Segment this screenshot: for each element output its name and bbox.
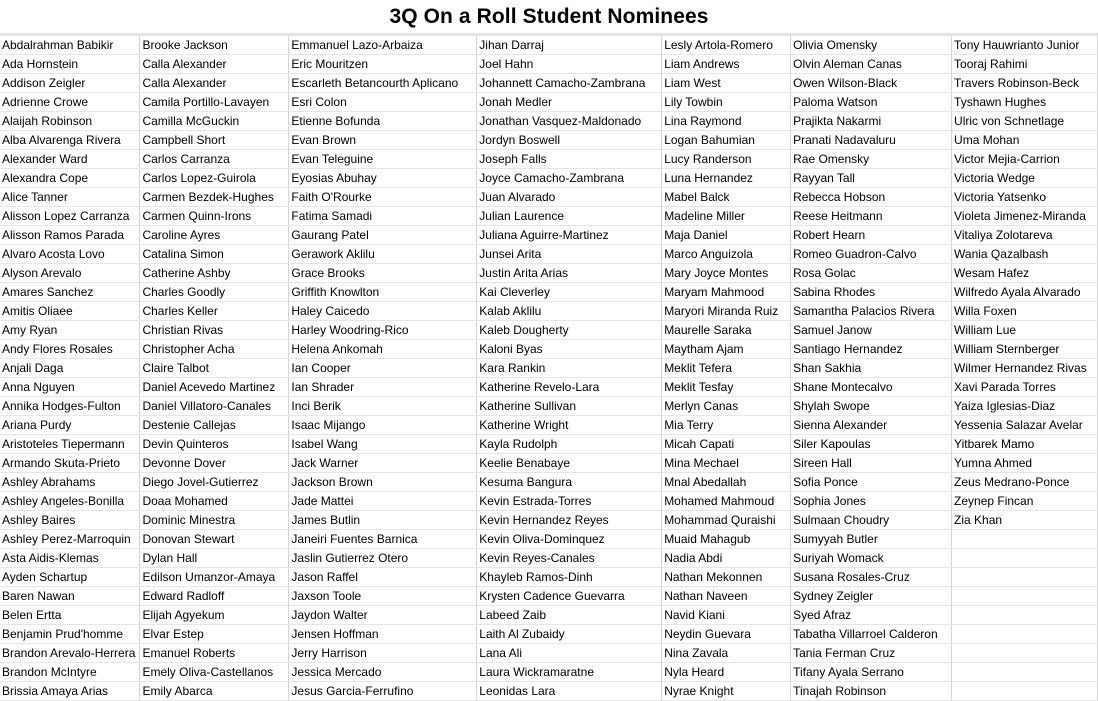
- name-cell[interactable]: Leonidas Lara: [477, 682, 662, 701]
- name-cell[interactable]: Jack Warner: [289, 454, 477, 473]
- name-cell[interactable]: Jessica Mercado: [289, 663, 477, 682]
- name-cell[interactable]: William Sternberger: [952, 340, 1098, 359]
- name-cell[interactable]: Juan Alvarado: [477, 188, 662, 207]
- name-cell[interactable]: Lana Ali: [477, 644, 662, 663]
- name-cell[interactable]: Carlos Lopez-Guirola: [140, 169, 289, 188]
- table-row: [0, 587, 1098, 606]
- name-cell[interactable]: [952, 606, 1098, 625]
- table-row: [0, 283, 1098, 302]
- table-row: [0, 663, 1098, 682]
- name-cell[interactable]: Esri Colon: [289, 93, 477, 112]
- name-cell[interactable]: Travers Robinson-Beck: [952, 74, 1098, 93]
- nominee-table-body: [0, 36, 1098, 701]
- name-cell[interactable]: Lily Towbin: [662, 93, 791, 112]
- name-cell[interactable]: Maja Daniel: [662, 226, 791, 245]
- name-cell[interactable]: Inci Berik: [289, 397, 477, 416]
- name-cell[interactable]: Kalab Aklilu: [477, 302, 662, 321]
- name-cell[interactable]: [952, 682, 1098, 701]
- name-cell[interactable]: Jackson Brown: [289, 473, 477, 492]
- name-cell[interactable]: Ashley Perez-Marroquin: [0, 530, 140, 549]
- name-cell[interactable]: William Lue: [952, 321, 1098, 340]
- name-cell[interactable]: Meklit Tefera: [662, 359, 791, 378]
- name-cell[interactable]: Jonah Medler: [477, 93, 662, 112]
- name-cell[interactable]: Alexander Ward: [0, 150, 140, 169]
- table-row: [0, 606, 1098, 625]
- name-cell[interactable]: Maryori Miranda Ruiz: [662, 302, 791, 321]
- name-cell[interactable]: Wesam Hafez: [952, 264, 1098, 283]
- name-cell[interactable]: Sienna Alexander: [791, 416, 952, 435]
- name-cell[interactable]: Annika Hodges-Fulton: [0, 397, 140, 416]
- name-cell[interactable]: Jade Mattei: [289, 492, 477, 511]
- name-cell[interactable]: Evan Teleguine: [289, 150, 477, 169]
- name-cell[interactable]: Jihan Darraj: [477, 36, 662, 55]
- name-cell[interactable]: Adrienne Crowe: [0, 93, 140, 112]
- name-cell[interactable]: Nyrae Knight: [662, 682, 791, 701]
- name-cell[interactable]: Juliana Aguirre-Martinez: [477, 226, 662, 245]
- page-title: 3Q On a Roll Student Nominees: [389, 4, 709, 28]
- name-cell[interactable]: Carlos Carranza: [140, 150, 289, 169]
- name-cell[interactable]: Yitbarek Mamo: [952, 435, 1098, 454]
- name-cell[interactable]: Paloma Watson: [791, 93, 952, 112]
- name-cell[interactable]: Etienne Bofunda: [289, 112, 477, 131]
- name-cell[interactable]: Yumna Ahmed: [952, 454, 1098, 473]
- name-cell[interactable]: Janeiri Fuentes Barnica: [289, 530, 477, 549]
- name-cell[interactable]: Tony Hauwrianto Junior: [952, 36, 1098, 55]
- name-cell[interactable]: Wilmer Hernandez Rivas: [952, 359, 1098, 378]
- table-row: [0, 549, 1098, 568]
- name-cell[interactable]: Nadia Abdi: [662, 549, 791, 568]
- name-cell[interactable]: Robert Hearn: [791, 226, 952, 245]
- name-cell[interactable]: Amy Ryan: [0, 321, 140, 340]
- name-cell[interactable]: Sumyyah Butler: [791, 530, 952, 549]
- name-cell[interactable]: Rebecca Hobson: [791, 188, 952, 207]
- name-cell[interactable]: [952, 587, 1098, 606]
- table-row: [0, 55, 1098, 74]
- table-row: [0, 435, 1098, 454]
- name-cell[interactable]: Vitaliya Zolotareva: [952, 226, 1098, 245]
- name-cell[interactable]: Isaac Mijango: [289, 416, 477, 435]
- name-cell[interactable]: Samantha Palacios Rivera: [791, 302, 952, 321]
- name-cell[interactable]: [952, 625, 1098, 644]
- name-cell[interactable]: Victoria Yatsenko: [952, 188, 1098, 207]
- name-cell[interactable]: Jonathan Vasquez-Maldonado: [477, 112, 662, 131]
- name-cell[interactable]: Kevin Reyes-Canales: [477, 549, 662, 568]
- name-cell[interactable]: Claire Talbot: [140, 359, 289, 378]
- name-cell[interactable]: Alisson Ramos Parada: [0, 226, 140, 245]
- name-cell[interactable]: Andy Flores Rosales: [0, 340, 140, 359]
- name-cell[interactable]: Zia Khan: [952, 511, 1098, 530]
- name-cell[interactable]: Victor Mejia-Carrion: [952, 150, 1098, 169]
- name-cell[interactable]: Calla Alexander: [140, 55, 289, 74]
- name-cell[interactable]: Ashley Baires: [0, 511, 140, 530]
- name-cell[interactable]: Khayleb Ramos-Dinh: [477, 568, 662, 587]
- name-cell[interactable]: Alba Alvarenga Rivera: [0, 131, 140, 150]
- name-cell[interactable]: Wania Qazalbash: [952, 245, 1098, 264]
- name-cell[interactable]: Nathan Mekonnen: [662, 568, 791, 587]
- name-cell[interactable]: Ada Hornstein: [0, 55, 140, 74]
- name-cell[interactable]: Alaijah Robinson: [0, 112, 140, 131]
- name-cell[interactable]: Prajikta Nakarmi: [791, 112, 952, 131]
- name-cell[interactable]: Marco Anguizola: [662, 245, 791, 264]
- name-cell[interactable]: Joseph Falls: [477, 150, 662, 169]
- name-cell[interactable]: Destenie Callejas: [140, 416, 289, 435]
- name-cell[interactable]: Brandon Arevalo-Herrera: [0, 644, 140, 663]
- name-cell[interactable]: Daniel Acevedo Martinez: [140, 378, 289, 397]
- name-cell[interactable]: Ashley Abrahams: [0, 473, 140, 492]
- table-row: [0, 530, 1098, 549]
- name-cell[interactable]: Eric Mouritzen: [289, 55, 477, 74]
- name-cell[interactable]: Haley Caicedo: [289, 302, 477, 321]
- table-row: [0, 207, 1098, 226]
- name-cell[interactable]: Siler Kapoulas: [791, 435, 952, 454]
- name-cell[interactable]: Sabina Rhodes: [791, 283, 952, 302]
- name-cell[interactable]: Edilson Umanzor-Amaya: [140, 568, 289, 587]
- name-cell[interactable]: [952, 530, 1098, 549]
- name-cell[interactable]: Carmen Bezdek-Hughes: [140, 188, 289, 207]
- name-cell[interactable]: [952, 663, 1098, 682]
- name-cell[interactable]: Micah Capati: [662, 435, 791, 454]
- title-row: [0, 0, 1098, 34]
- name-cell[interactable]: Mary Joyce Montes: [662, 264, 791, 283]
- name-cell[interactable]: Justin Arita Arias: [477, 264, 662, 283]
- nominee-table: [0, 36, 1098, 701]
- name-cell[interactable]: Keelie Benabaye: [477, 454, 662, 473]
- name-cell[interactable]: Kai Cleverley: [477, 283, 662, 302]
- name-cell[interactable]: Nyla Heard: [662, 663, 791, 682]
- name-cell[interactable]: Reese Heitmann: [791, 207, 952, 226]
- name-cell[interactable]: Ayden Schartup: [0, 568, 140, 587]
- name-cell[interactable]: Sophia Jones: [791, 492, 952, 511]
- name-cell[interactable]: Julian Laurence: [477, 207, 662, 226]
- name-cell[interactable]: Santiago Hernandez: [791, 340, 952, 359]
- table-row: [0, 568, 1098, 587]
- name-cell[interactable]: Logan Bahumian: [662, 131, 791, 150]
- name-cell[interactable]: Mia Terry: [662, 416, 791, 435]
- name-cell[interactable]: Armando Skuta-Prieto: [0, 454, 140, 473]
- name-cell[interactable]: Rayyan Tall: [791, 169, 952, 188]
- name-cell[interactable]: Wilfredo Ayala Alvarado: [952, 283, 1098, 302]
- table-row: [0, 473, 1098, 492]
- name-cell[interactable]: Olivia Omensky: [791, 36, 952, 55]
- name-cell[interactable]: Romeo Guadron-Calvo: [791, 245, 952, 264]
- name-cell[interactable]: Grace Brooks: [289, 264, 477, 283]
- name-cell[interactable]: Alvaro Acosta Lovo: [0, 245, 140, 264]
- name-cell[interactable]: Kesuma Bangura: [477, 473, 662, 492]
- name-cell[interactable]: Syed Afraz: [791, 606, 952, 625]
- table-row: [0, 150, 1098, 169]
- name-cell[interactable]: Eyosias Abuhay: [289, 169, 477, 188]
- table-row: [0, 416, 1098, 435]
- name-cell[interactable]: Amares Sanchez: [0, 283, 140, 302]
- name-cell[interactable]: Shane Montecalvo: [791, 378, 952, 397]
- table-row: [0, 169, 1098, 188]
- name-cell[interactable]: Kevin Estrada-Torres: [477, 492, 662, 511]
- name-cell[interactable]: Xavi Parada Torres: [952, 378, 1098, 397]
- name-cell[interactable]: Ashley Angeles-Bonilla: [0, 492, 140, 511]
- name-cell[interactable]: Mohamed Mahmoud: [662, 492, 791, 511]
- name-cell[interactable]: Kaleb Dougherty: [477, 321, 662, 340]
- name-cell[interactable]: Madeline Miller: [662, 207, 791, 226]
- name-cell[interactable]: Brooke Jackson: [140, 36, 289, 55]
- name-cell[interactable]: Emmanuel Lazo-Arbaiza: [289, 36, 477, 55]
- name-cell[interactable]: Pranati Nadavaluru: [791, 131, 952, 150]
- name-cell[interactable]: Camila Portillo-Lavayen: [140, 93, 289, 112]
- name-cell[interactable]: Elvar Estep: [140, 625, 289, 644]
- name-cell[interactable]: Katherine Sullivan: [477, 397, 662, 416]
- name-cell[interactable]: Lina Raymond: [662, 112, 791, 131]
- table-row: [0, 74, 1098, 93]
- name-cell[interactable]: Diego Jovel-Gutierrez: [140, 473, 289, 492]
- name-cell[interactable]: Brissia Amaya Arias: [0, 682, 140, 701]
- name-cell[interactable]: Laith Al Zubaidy: [477, 625, 662, 644]
- name-cell[interactable]: Jason Raffel: [289, 568, 477, 587]
- name-cell[interactable]: Sydney Zeigler: [791, 587, 952, 606]
- name-cell[interactable]: Devin Quinteros: [140, 435, 289, 454]
- name-cell[interactable]: Isabel Wang: [289, 435, 477, 454]
- name-cell[interactable]: Tifany Ayala Serrano: [791, 663, 952, 682]
- name-cell[interactable]: Doaa Mohamed: [140, 492, 289, 511]
- name-cell[interactable]: Camilla McGuckin: [140, 112, 289, 131]
- name-cell[interactable]: Rosa Golac: [791, 264, 952, 283]
- table-row: [0, 625, 1098, 644]
- name-cell[interactable]: Sofia Ponce: [791, 473, 952, 492]
- name-cell[interactable]: Asta Aidis-Klemas: [0, 549, 140, 568]
- table-row: [0, 36, 1098, 55]
- table-row: [0, 226, 1098, 245]
- name-cell[interactable]: Escarleth Betancourth Aplicano: [289, 74, 477, 93]
- name-cell[interactable]: Edward Radloff: [140, 587, 289, 606]
- name-cell[interactable]: Labeed Zaib: [477, 606, 662, 625]
- table-row: [0, 112, 1098, 131]
- table-row: [0, 321, 1098, 340]
- name-cell[interactable]: Helena Ankomah: [289, 340, 477, 359]
- name-cell[interactable]: Dylan Hall: [140, 549, 289, 568]
- table-row: [0, 378, 1098, 397]
- name-cell[interactable]: Joyce Camacho-Zambrana: [477, 169, 662, 188]
- table-row: [0, 511, 1098, 530]
- table-row: [0, 682, 1098, 701]
- name-cell[interactable]: Charles Keller: [140, 302, 289, 321]
- name-cell[interactable]: Catalina Simon: [140, 245, 289, 264]
- name-cell[interactable]: Tooraj Rahimi: [952, 55, 1098, 74]
- table-row: [0, 188, 1098, 207]
- table-row: [0, 245, 1098, 264]
- name-cell[interactable]: Liam West: [662, 74, 791, 93]
- name-cell[interactable]: Charles Goodly: [140, 283, 289, 302]
- name-cell[interactable]: Jensen Hoffman: [289, 625, 477, 644]
- name-cell[interactable]: Ian Cooper: [289, 359, 477, 378]
- name-cell[interactable]: Benjamin Prud'homme: [0, 625, 140, 644]
- name-cell[interactable]: Sulmaan Choudry: [791, 511, 952, 530]
- name-cell[interactable]: Jaslin Gutierrez Otero: [289, 549, 477, 568]
- name-cell[interactable]: Alexandra Cope: [0, 169, 140, 188]
- name-cell[interactable]: Shylah Swope: [791, 397, 952, 416]
- table-row: [0, 492, 1098, 511]
- name-cell[interactable]: Abdalrahman Babikir: [0, 36, 140, 55]
- name-cell[interactable]: Tabatha Villarroel Calderon: [791, 625, 952, 644]
- name-cell[interactable]: Griffith Knowlton: [289, 283, 477, 302]
- name-cell[interactable]: Donovan Stewart: [140, 530, 289, 549]
- name-cell[interactable]: Tinajah Robinson: [791, 682, 952, 701]
- name-cell[interactable]: Kaloni Byas: [477, 340, 662, 359]
- name-cell[interactable]: Ian Shrader: [289, 378, 477, 397]
- name-cell[interactable]: [952, 644, 1098, 663]
- name-cell[interactable]: Tania Ferman Cruz: [791, 644, 952, 663]
- name-cell[interactable]: Mnal Abedallah: [662, 473, 791, 492]
- name-cell[interactable]: Christopher Acha: [140, 340, 289, 359]
- name-cell[interactable]: Mabel Balck: [662, 188, 791, 207]
- name-cell[interactable]: Uma Mohan: [952, 131, 1098, 150]
- table-row: [0, 302, 1098, 321]
- name-cell[interactable]: Victoria Wedge: [952, 169, 1098, 188]
- name-cell[interactable]: James Butlin: [289, 511, 477, 530]
- name-cell[interactable]: Alisson Lopez Carranza: [0, 207, 140, 226]
- name-cell[interactable]: Sireen Hall: [791, 454, 952, 473]
- name-cell[interactable]: Maryam Mahmood: [662, 283, 791, 302]
- name-cell[interactable]: Gerawork Aklilu: [289, 245, 477, 264]
- table-row: [0, 454, 1098, 473]
- name-cell[interactable]: Tyshawn Hughes: [952, 93, 1098, 112]
- table-row: [0, 131, 1098, 150]
- name-cell[interactable]: Anna Nguyen: [0, 378, 140, 397]
- name-cell[interactable]: Olvin Aleman Canas: [791, 55, 952, 74]
- table-row: [0, 359, 1098, 378]
- name-cell[interactable]: Johannett Camacho-Zambrana: [477, 74, 662, 93]
- name-cell[interactable]: Suriyah Womack: [791, 549, 952, 568]
- name-cell[interactable]: Emily Abarca: [140, 682, 289, 701]
- name-cell[interactable]: Faith O'Rourke: [289, 188, 477, 207]
- name-cell[interactable]: Calla Alexander: [140, 74, 289, 93]
- name-cell[interactable]: Owen Wilson-Black: [791, 74, 952, 93]
- name-cell[interactable]: Carmen Quinn-Irons: [140, 207, 289, 226]
- name-cell[interactable]: Merlyn Canas: [662, 397, 791, 416]
- table-row: [0, 644, 1098, 663]
- name-cell[interactable]: Lucy Randerson: [662, 150, 791, 169]
- name-cell[interactable]: Ulric von Schnetlage: [952, 112, 1098, 131]
- name-cell[interactable]: Alice Tanner: [0, 188, 140, 207]
- name-cell[interactable]: Kayla Rudolph: [477, 435, 662, 454]
- name-cell[interactable]: Ariana Purdy: [0, 416, 140, 435]
- name-cell[interactable]: Joel Hahn: [477, 55, 662, 74]
- name-cell[interactable]: Neydin Guevara: [662, 625, 791, 644]
- name-cell[interactable]: Harley Woodring-Rico: [289, 321, 477, 340]
- name-cell[interactable]: Baren Nawan: [0, 587, 140, 606]
- name-cell[interactable]: Maytham Ajam: [662, 340, 791, 359]
- name-cell[interactable]: Elijah Agyekum: [140, 606, 289, 625]
- name-cell[interactable]: Mina Mechael: [662, 454, 791, 473]
- name-cell[interactable]: Jerry Harrison: [289, 644, 477, 663]
- name-cell[interactable]: Caroline Ayres: [140, 226, 289, 245]
- name-cell[interactable]: Zeus Medrano-Ponce: [952, 473, 1098, 492]
- name-cell[interactable]: Alyson Arevalo: [0, 264, 140, 283]
- name-cell[interactable]: Willa Foxen: [952, 302, 1098, 321]
- name-cell[interactable]: Meklit Tesfay: [662, 378, 791, 397]
- name-cell[interactable]: Shan Sakhia: [791, 359, 952, 378]
- name-cell[interactable]: Catherine Ashby: [140, 264, 289, 283]
- name-cell[interactable]: Krysten Cadence Guevarra: [477, 587, 662, 606]
- name-cell[interactable]: Zeynep Fincan: [952, 492, 1098, 511]
- name-cell[interactable]: Jaydon Walter: [289, 606, 477, 625]
- name-cell[interactable]: Fatima Samadi: [289, 207, 477, 226]
- name-cell[interactable]: Jesus Garcia-Ferrufino: [289, 682, 477, 701]
- table-row: [0, 264, 1098, 283]
- name-cell[interactable]: Evan Brown: [289, 131, 477, 150]
- name-cell[interactable]: Yessenia Salazar Avelar: [952, 416, 1098, 435]
- name-cell[interactable]: Kevin Hernandez Reyes: [477, 511, 662, 530]
- name-cell[interactable]: Rae Omensky: [791, 150, 952, 169]
- name-cell[interactable]: Kara Rankin: [477, 359, 662, 378]
- name-cell[interactable]: Jaxson Toole: [289, 587, 477, 606]
- name-cell[interactable]: Brandon McIntyre: [0, 663, 140, 682]
- name-cell[interactable]: Nathan Naveen: [662, 587, 791, 606]
- name-cell[interactable]: Amitis Oliaee: [0, 302, 140, 321]
- name-cell[interactable]: Maurelle Saraka: [662, 321, 791, 340]
- name-cell[interactable]: Junsei Arita: [477, 245, 662, 264]
- name-cell[interactable]: Dominic Minestra: [140, 511, 289, 530]
- name-cell[interactable]: [952, 568, 1098, 587]
- name-cell[interactable]: Gaurang Patel: [289, 226, 477, 245]
- name-cell[interactable]: Susana Rosales-Cruz: [791, 568, 952, 587]
- table-row: [0, 93, 1098, 112]
- name-cell[interactable]: Laura Wickramaratne: [477, 663, 662, 682]
- table-row: [0, 397, 1098, 416]
- name-cell[interactable]: Campbell Short: [140, 131, 289, 150]
- name-cell[interactable]: Christian Rivas: [140, 321, 289, 340]
- name-cell[interactable]: Yaiza Iglesias-Diaz: [952, 397, 1098, 416]
- name-cell[interactable]: Belen Ertta: [0, 606, 140, 625]
- name-cell[interactable]: Jordyn Boswell: [477, 131, 662, 150]
- table-row: [0, 340, 1098, 359]
- name-cell[interactable]: Muaid Mahagub: [662, 530, 791, 549]
- name-cell[interactable]: Mohammad Quraishi: [662, 511, 791, 530]
- name-cell[interactable]: Emely Oliva-Castellanos: [140, 663, 289, 682]
- name-cell[interactable]: Kevin Oliva-Dominquez: [477, 530, 662, 549]
- name-cell[interactable]: Katherine Revelo-Lara: [477, 378, 662, 397]
- name-cell[interactable]: Nina Zavala: [662, 644, 791, 663]
- name-cell[interactable]: [952, 549, 1098, 568]
- name-cell[interactable]: Daniel Villatoro-Canales: [140, 397, 289, 416]
- name-cell[interactable]: Addison Zeigler: [0, 74, 140, 93]
- name-cell[interactable]: Navid Kiani: [662, 606, 791, 625]
- name-cell[interactable]: Samuel Janow: [791, 321, 952, 340]
- name-cell[interactable]: Luna Hernandez: [662, 169, 791, 188]
- name-cell[interactable]: Lesly Artola-Romero: [662, 36, 791, 55]
- name-cell[interactable]: Violeta Jimenez-Miranda: [952, 207, 1098, 226]
- name-cell[interactable]: Liam Andrews: [662, 55, 791, 74]
- name-cell[interactable]: Aristoteles Tiepermann: [0, 435, 140, 454]
- name-cell[interactable]: Devonne Dover: [140, 454, 289, 473]
- name-cell[interactable]: Katherine Wright: [477, 416, 662, 435]
- name-cell[interactable]: Anjali Daga: [0, 359, 140, 378]
- name-cell[interactable]: Emanuel Roberts: [140, 644, 289, 663]
